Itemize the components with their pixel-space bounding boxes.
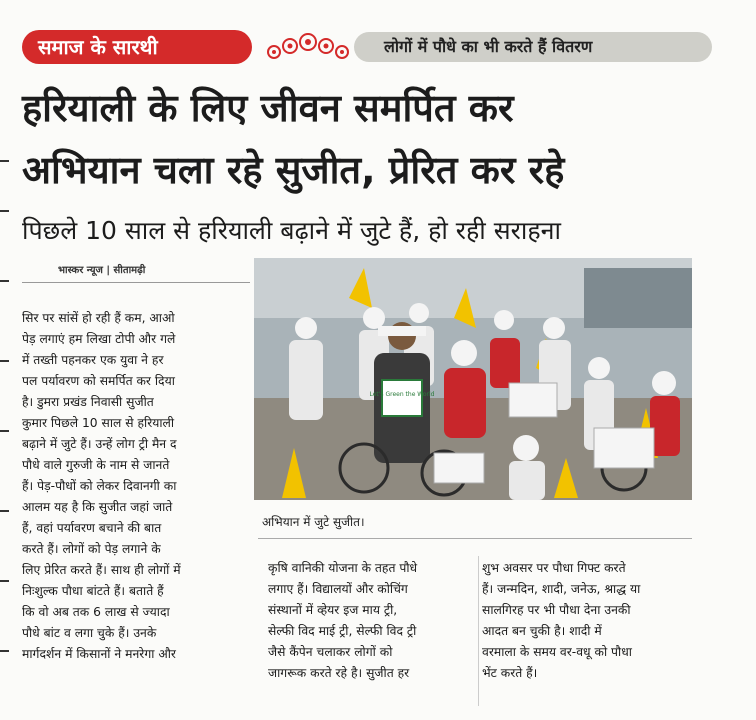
- column-line: पौधे बांट व लगा चुके हैं। उनके: [22, 626, 157, 640]
- column-line: हैं। पेड़-पौधों को लेकर दिवानगी का: [22, 479, 177, 493]
- section-banner: [22, 30, 692, 64]
- column-line: सेल्फी विद माई ट्री, सेल्फी विद ट्री: [268, 624, 417, 638]
- article-column-2: [268, 558, 478, 684]
- column-line: मार्गदर्शन में किसानों ने मनरेगा और: [22, 647, 176, 661]
- subheadline: पिछले 10 साल से हरियाली बढ़ाने में जुटे हैं, हो रही सराहना: [22, 216, 561, 245]
- column-line: निःशुल्क पौधा बांटते हैं। बताते हैं: [22, 584, 164, 598]
- column-line: पेड़ लगाएं हम लिखा टोपी और गले: [22, 332, 176, 346]
- column-line: में तख्ती पहनकर एक युवा ने हर: [22, 353, 164, 367]
- article-column-3: [482, 558, 694, 684]
- article-column-1: [22, 308, 248, 665]
- column-line: जैसे कैंपेन चलाकर लोगों को: [268, 645, 393, 659]
- column-rule: [478, 556, 479, 706]
- column-line: पल पर्यावरण को समर्पित कर दिया: [22, 374, 175, 388]
- placard-text: Let's Green the World: [369, 391, 435, 398]
- column-line: संस्थानों में व्हेयर इज माय ट्री,: [268, 603, 398, 617]
- flower-cluster-icon: [262, 32, 352, 62]
- column-line: कुमार पिछले 10 साल से हरियाली: [22, 416, 175, 430]
- column-line: हैं। जन्मदिन, शादी, जनेऊ, श्राद्ध या: [482, 582, 641, 596]
- column-line: सिर पर सांसें हो रही हैं कम, आओ: [22, 311, 175, 325]
- column-line: लगाए हैं। विद्यालयों और कोचिंग: [268, 582, 408, 596]
- rally-photo-illustration: [254, 258, 692, 500]
- column-line: पौधे वाले गुरुजी के नाम से जानते: [22, 458, 170, 472]
- column-line: बढ़ाने में जुटे हैं। उन्हें लोग ट्री मैन द: [22, 437, 177, 451]
- byline: भास्कर न्यूज | सीतामढ़ी: [58, 265, 146, 276]
- news-photo: [254, 258, 692, 500]
- column-line: शुभ अवसर पर पौधा गिफ्ट करते: [482, 561, 626, 575]
- section-label: समाज के सारथी: [22, 30, 252, 64]
- column-line: आदत बन चुकी है। शादी में: [482, 624, 602, 638]
- column-line: है। डुमरा प्रखंड निवासी सुजीत: [22, 395, 154, 409]
- column-line: जागरूक करते रहे है। सुजीत हर: [268, 666, 410, 680]
- section-tagline: लोगों में पौधे का भी करते हैं वितरण: [354, 32, 712, 62]
- column-line: भेंट करते हैं।: [482, 666, 538, 680]
- caption-divider: [258, 538, 692, 539]
- headline-line-1: हरियाली के लिए जीवन समर्पित कर: [22, 86, 514, 130]
- column-line: करते हैं। लोगों को पेड़ लगाने के: [22, 542, 161, 556]
- column-line: कृषि वानिकी योजना के तहत पौधे: [268, 561, 418, 575]
- left-margin-marks: [0, 130, 10, 720]
- column-line: हैं, वहां पर्यावरण बचाने की बात: [22, 521, 162, 535]
- column-line: वरमाला के समय वर-वधू को पौधा: [482, 645, 632, 659]
- photo-caption: अभियान में जुटे सुजीत।: [262, 515, 365, 529]
- column-line: आलम यह है कि सुजीत जहां जाते: [22, 500, 173, 514]
- column-line: सालगिरह पर भी पौधा देना उनकी: [482, 603, 631, 617]
- byline-divider: [22, 282, 250, 283]
- column-line: कि वो अब तक 6 लाख से ज्यादा: [22, 605, 170, 619]
- column-line: लिए प्रेरित करते हैं। साथ ही लोगों में: [22, 563, 181, 577]
- headline-line-2: अभियान चला रहे सुजीत, प्रेरित कर रहे: [22, 148, 565, 192]
